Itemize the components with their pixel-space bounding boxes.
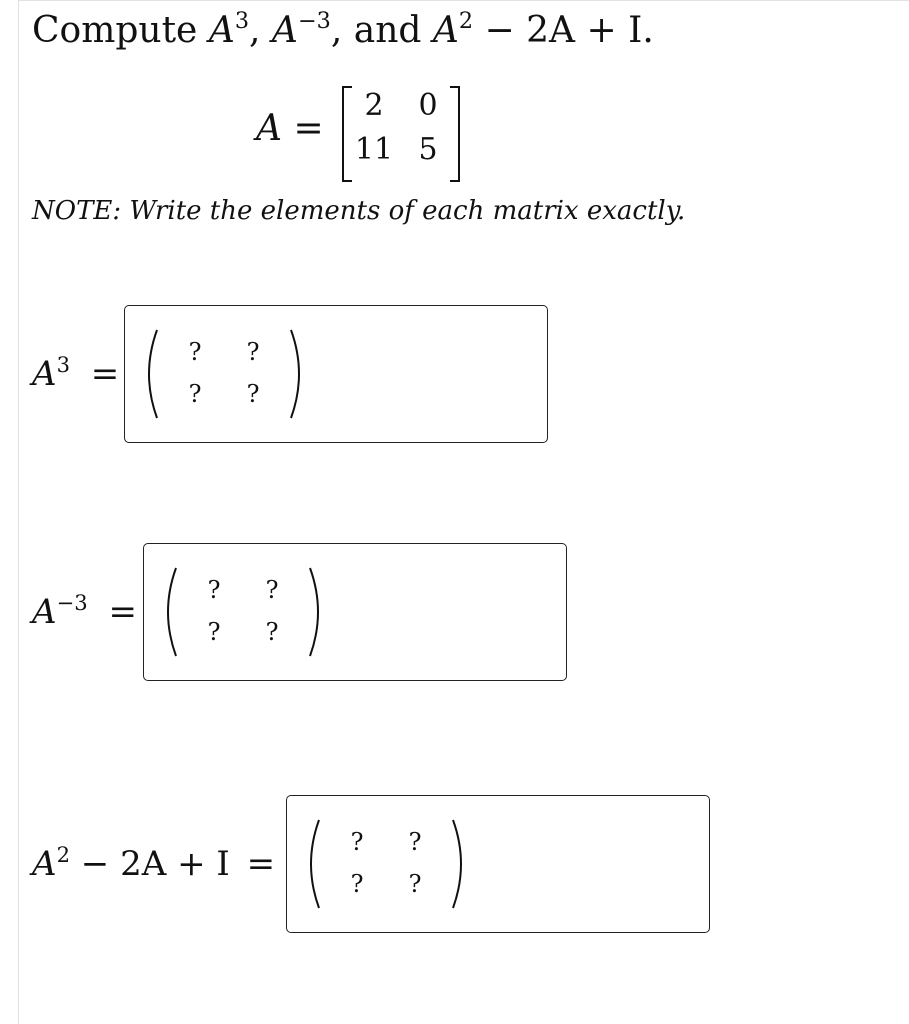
cell-input-1-0[interactable]: ? <box>188 380 202 408</box>
left-paren <box>149 330 157 418</box>
paren-svg <box>301 814 481 914</box>
label-exp: 3 <box>56 351 70 377</box>
matrix-cell-0-0: 2 <box>364 88 384 123</box>
right-bracket <box>450 86 460 182</box>
problem-title <box>32 10 654 51</box>
right-paren <box>291 330 299 418</box>
equals-sign: = <box>108 592 137 632</box>
answer-label-poly <box>32 841 276 884</box>
expr-tail: − 2A + I. <box>484 10 654 51</box>
cell-input-1-0[interactable]: ? <box>207 618 221 646</box>
exp-3: 3 <box>234 8 250 35</box>
matrix-cell-1-0: 11 <box>354 132 394 167</box>
cell-input-0-1[interactable]: ? <box>408 828 422 856</box>
exp-2: 2 <box>458 8 474 35</box>
base-a-2: A <box>271 10 298 51</box>
cell-input-1-1[interactable]: ? <box>246 380 260 408</box>
base-a-1: A <box>208 10 235 51</box>
base-a-3: A <box>432 10 459 51</box>
cell-input-0-0[interactable]: ? <box>207 576 221 604</box>
cell-input-0-0[interactable]: ? <box>350 828 364 856</box>
cell-input-1-0[interactable]: ? <box>350 870 364 898</box>
matrix-label: A = <box>256 108 324 149</box>
comma-2: , <box>330 10 343 51</box>
cell-input-0-0[interactable]: ? <box>188 338 202 366</box>
left-paren <box>168 568 176 656</box>
compute-word: Compute <box>32 10 198 51</box>
right-paren <box>453 820 461 908</box>
answer-matrix-a3[interactable] <box>139 324 319 424</box>
left-paren <box>311 820 319 908</box>
matrix-cell-0-1: 0 <box>418 88 438 123</box>
cell-input-1-1[interactable]: ? <box>265 618 279 646</box>
label-base: A <box>32 354 57 394</box>
right-paren <box>310 568 318 656</box>
answer-label-a3 <box>32 351 120 394</box>
answer-matrix-a-neg3[interactable] <box>158 562 338 662</box>
equals-sign: = <box>90 354 120 394</box>
answer-matrix-poly[interactable] <box>301 814 481 914</box>
answer-box-a-neg3[interactable] <box>143 543 567 681</box>
label-exp: −3 <box>56 589 88 615</box>
answer-box-poly[interactable] <box>286 795 710 933</box>
comma-1: , <box>249 10 261 51</box>
note-text: NOTE: Write the elements of each matrix exactly. <box>32 196 686 226</box>
matrix-cell-1-1: 5 <box>418 132 438 167</box>
label-base: A <box>32 592 57 632</box>
label-base: A <box>32 844 57 884</box>
answer-label-a-neg3 <box>32 589 137 632</box>
answer-box-a3[interactable] <box>124 305 548 443</box>
label-tail: − 2A + I <box>80 844 230 884</box>
equals-sign: = <box>246 844 276 884</box>
left-bracket <box>342 86 352 182</box>
cell-input-0-1[interactable]: ? <box>246 338 260 366</box>
cell-input-1-1[interactable]: ? <box>408 870 422 898</box>
label-exp: 2 <box>56 841 70 867</box>
paren-svg <box>158 562 338 662</box>
paren-svg <box>139 324 319 424</box>
given-matrix <box>342 86 460 180</box>
cell-input-0-1[interactable]: ? <box>265 576 279 604</box>
and-word: and <box>353 10 422 51</box>
exp-neg3: −3 <box>297 8 331 35</box>
